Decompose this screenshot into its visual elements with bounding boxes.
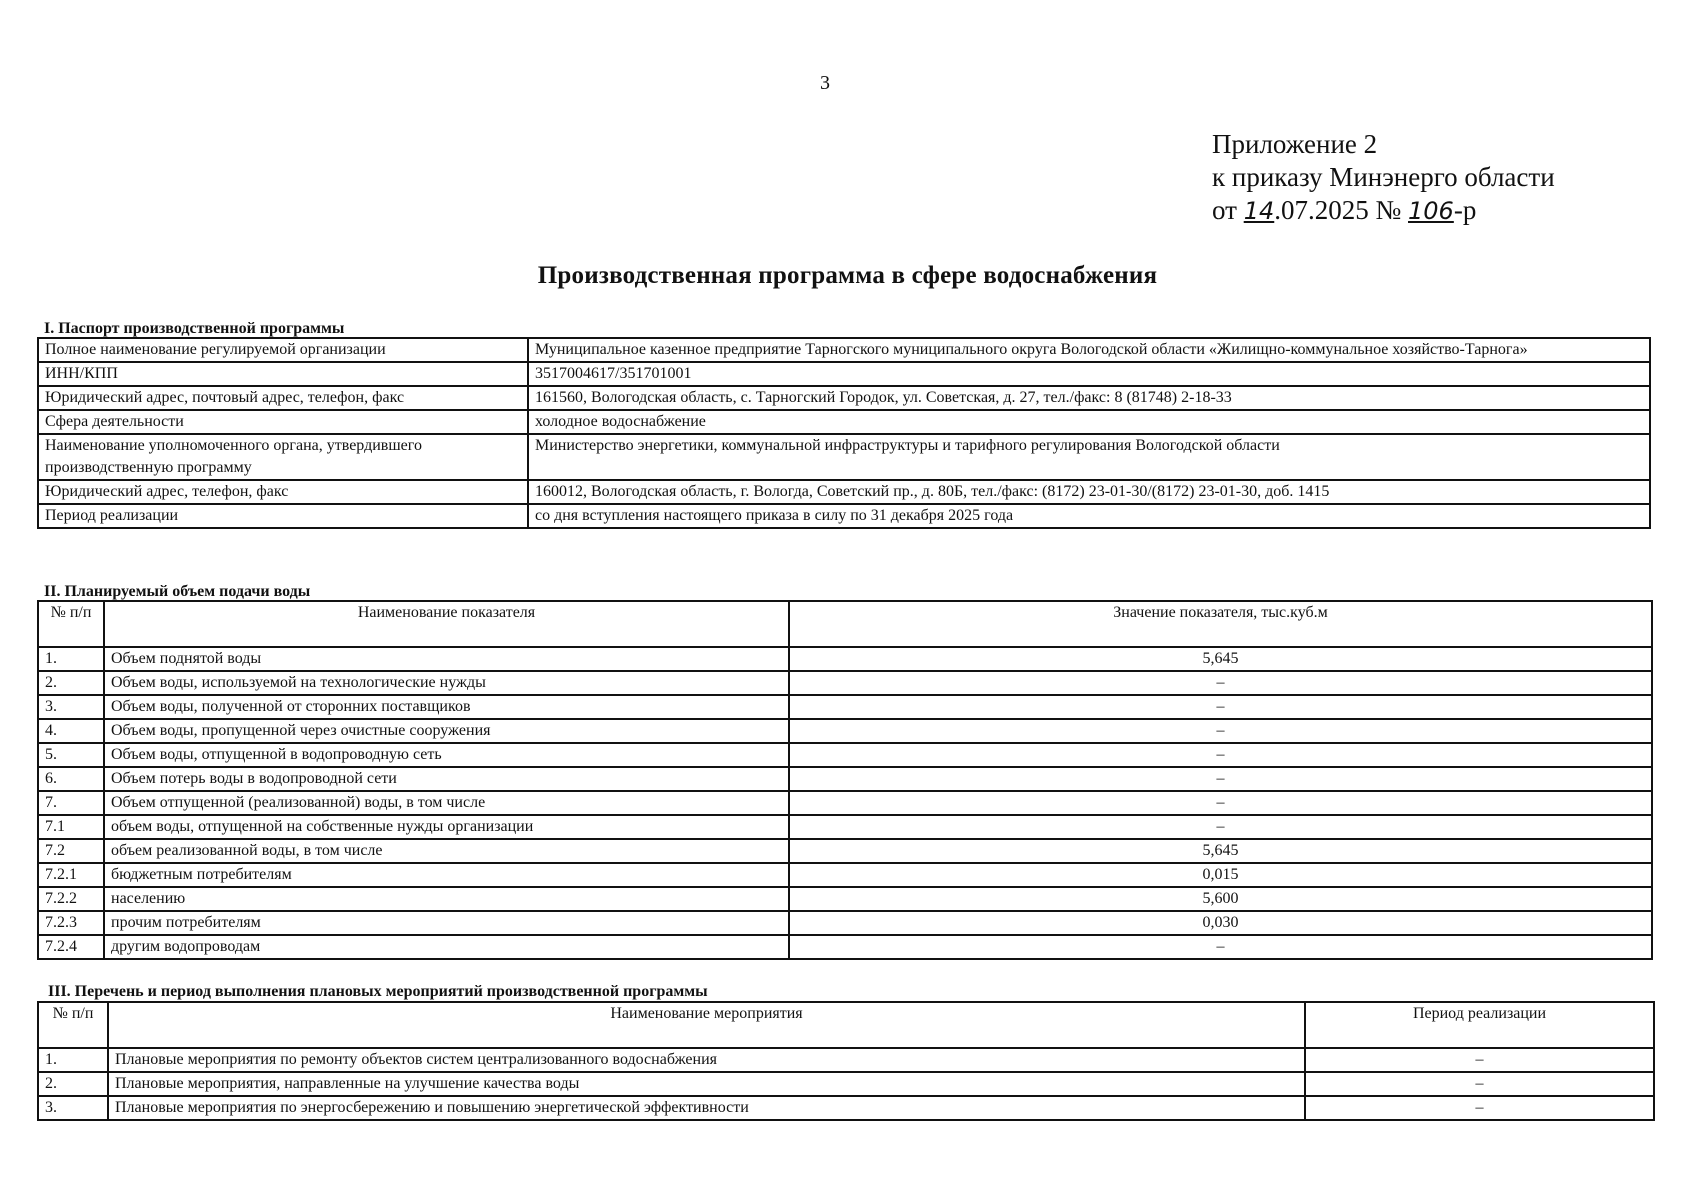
table-row (38, 1096, 1654, 1120)
indicator-name: Объем воды, полученной от сторонних поставщиков (104, 695, 789, 719)
appendix-line-2: к приказу Минэнерго области (1212, 162, 1555, 192)
appendix-line-1: Приложение 2 (1212, 129, 1378, 159)
indicator-value: – (789, 743, 1652, 767)
table-row (38, 863, 1652, 887)
indicator-name: Объем потерь воды в водопроводной сети (104, 767, 789, 791)
passport-label: Юридический адрес, телефон, факс (38, 480, 528, 504)
table-row (38, 362, 1650, 386)
column-header-measure: Наименование мероприятия (108, 1002, 1305, 1048)
table-row (38, 887, 1652, 911)
row-number: 5. (38, 743, 104, 767)
measure-period: – (1305, 1096, 1654, 1120)
table-row (38, 695, 1652, 719)
indicator-name: другим водопроводам (104, 935, 789, 959)
table-row (38, 719, 1652, 743)
appendix-date-line (1212, 194, 1555, 228)
row-number: 7.2 (38, 839, 104, 863)
indicator-value: 0,030 (789, 911, 1652, 935)
table-row (38, 935, 1652, 959)
passport-value: Муниципальное казенное предприятие Тарногского муниципального округа Вологодской области «Жилищно-коммунальное хозяйство-Тарнога» (528, 338, 1650, 362)
table-row (38, 434, 1650, 480)
row-number: 7.2.2 (38, 887, 104, 911)
row-number: 1. (38, 647, 104, 671)
row-number: 7.2.4 (38, 935, 104, 959)
handwritten-day: 14 (1243, 197, 1275, 225)
indicator-name: Объем воды, отпущенной в водопроводную сеть (104, 743, 789, 767)
table-row (38, 647, 1652, 671)
column-header-period: Период реализации (1305, 1002, 1654, 1048)
passport-value: Министерство энергетики, коммунальной инфраструктуры и тарифного регулирования Вологодской области (528, 434, 1650, 480)
passport-value: холодное водоснабжение (528, 410, 1650, 434)
passport-label: ИНН/КПП (38, 362, 528, 386)
indicator-value: – (789, 791, 1652, 815)
indicator-name: Объем поднятой воды (104, 647, 789, 671)
row-number: 2. (38, 1072, 108, 1096)
date-prefix: от (1212, 195, 1244, 225)
passport-label: Полное наименование регулируемой организации (38, 338, 528, 362)
indicator-name: объем реализованной воды, в том числе (104, 839, 789, 863)
column-header-number: № п/п (38, 1002, 108, 1048)
indicator-name: Объем отпущенной (реализованной) воды, в том числе (104, 791, 789, 815)
water-volume-table (37, 600, 1653, 960)
indicator-value: – (789, 767, 1652, 791)
table-row (38, 480, 1650, 504)
passport-value: 161560, Вологодская область, с. Тарногский Городок, ул. Советская, д. 27, тел./факс: 8 (81748) 2-18-33 (528, 386, 1650, 410)
column-header-indicator: Наименование показателя (104, 601, 789, 647)
section-2-heading: II. Планируемый объем подачи воды (44, 583, 311, 600)
row-number: 7.1 (38, 815, 104, 839)
measure-period: – (1305, 1072, 1654, 1096)
order-suffix: -р (1453, 195, 1477, 225)
passport-table (37, 337, 1651, 529)
page-number: 3 (820, 72, 830, 94)
measure-name: Плановые мероприятия по ремонту объектов систем централизованного водоснабжения (108, 1048, 1305, 1072)
passport-label: Наименование уполномоченного органа, утвердившего производственную программу (38, 434, 528, 480)
measure-name: Плановые мероприятия по энергосбережению и повышению энергетической эффективности (108, 1096, 1305, 1120)
passport-value: 3517004617/351701001 (528, 362, 1650, 386)
row-number: 4. (38, 719, 104, 743)
passport-label: Сфера деятельности (38, 410, 528, 434)
row-number: 1. (38, 1048, 108, 1072)
table-row (38, 671, 1652, 695)
indicator-value: 5,645 (789, 647, 1652, 671)
passport-label: Юридический адрес, почтовый адрес, телефон, факс (38, 386, 528, 410)
indicator-value: 0,015 (789, 863, 1652, 887)
indicator-name: Объем воды, используемой на технологические нужды (104, 671, 789, 695)
row-number: 6. (38, 767, 104, 791)
table-header-row (38, 1002, 1654, 1048)
table-row (38, 504, 1650, 528)
row-number: 3. (38, 1096, 108, 1120)
table-row (38, 1048, 1654, 1072)
indicator-name: бюджетным потребителям (104, 863, 789, 887)
appendix-block (1212, 128, 1555, 228)
table-header-row (38, 601, 1652, 647)
indicator-value: – (789, 935, 1652, 959)
passport-label: Период реализации (38, 504, 528, 528)
row-number: 2. (38, 671, 104, 695)
table-row (38, 815, 1652, 839)
indicator-name: населению (104, 887, 789, 911)
indicator-name: объем воды, отпущенной на собственные нужды организации (104, 815, 789, 839)
indicator-value: 5,600 (789, 887, 1652, 911)
row-number: 7.2.1 (38, 863, 104, 887)
column-header-value: Значение показателя, тыс.куб.м (789, 601, 1652, 647)
date-rest: .07.2025 № (1274, 195, 1409, 225)
indicator-name: Объем воды, пропущенной через очистные сооружения (104, 719, 789, 743)
table-row (38, 839, 1652, 863)
table-row (38, 386, 1650, 410)
indicator-name: прочим потребителям (104, 911, 789, 935)
section-3-heading: III. Перечень и период выполнения плановых мероприятий производственной программы (48, 983, 708, 1000)
handwritten-order-number: 106 (1408, 197, 1454, 225)
table-row (38, 743, 1652, 767)
document-title: Производственная программа в сфере водоснабжения (537, 262, 1158, 289)
row-number: 3. (38, 695, 104, 719)
table-row (38, 338, 1650, 362)
indicator-value: – (789, 719, 1652, 743)
passport-value: 160012, Вологодская область, г. Вологда, Советский пр., д. 80Б, тел./факс: (8172) 23-01-30/(8172) 23-01-30, доб. 1415 (528, 480, 1650, 504)
table-row (38, 1072, 1654, 1096)
indicator-value: – (789, 815, 1652, 839)
column-header-number: № п/п (38, 601, 104, 647)
table-row (38, 911, 1652, 935)
table-row (38, 791, 1652, 815)
section-1-heading: I. Паспорт производственной программы (44, 320, 345, 337)
indicator-value: – (789, 671, 1652, 695)
row-number: 7.2.3 (38, 911, 104, 935)
table-row (38, 410, 1650, 434)
measure-name: Плановые мероприятия, направленные на улучшение качества воды (108, 1072, 1305, 1096)
table-row (38, 767, 1652, 791)
row-number: 7. (38, 791, 104, 815)
passport-value: со дня вступления настоящего приказа в силу по 31 декабря 2025 года (528, 504, 1650, 528)
indicator-value: – (789, 695, 1652, 719)
planned-measures-table (37, 1001, 1655, 1121)
indicator-value: 5,645 (789, 839, 1652, 863)
measure-period: – (1305, 1048, 1654, 1072)
